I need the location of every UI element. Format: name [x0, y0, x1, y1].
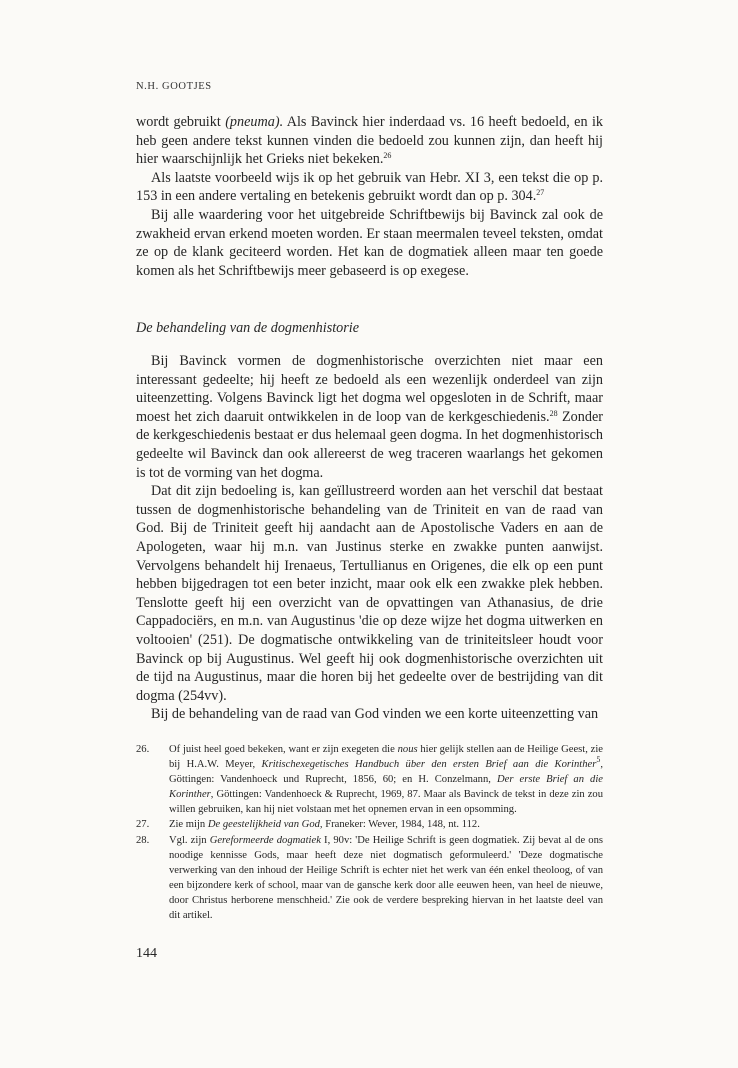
section-heading: De behandeling van de dogmenhistorie	[136, 320, 360, 336]
paragraph: Bij Bavinck vormen de dogmenhistorische overzichten niet maar een interessant gedeelte; hij heeft ze bedoeld als een wezenlijk onderdeel van zijn uiteenzetting. Volgens Bavinck ligt het dogma wel opgesloten in de Schrift, maar moest het zich daaruit ontwikkelen in de loop van de kerkgeschiedenis.$^{28}$ Zonder de kerkgeschiedenis bestaat er dus helemaal geen dogma. In het dogmenhistorisch gedeelte wil Bavinck dan ook allereerst de weg traceren waarlangs het gekomen is tot de vorming van het dogma.	[136, 353, 603, 481]
footnote-ref: 26	[383, 151, 392, 161]
paragraph: Bij alle waardering voor het uitgebreide Schriftbewijs bij Bavinck zal ook de zwakheid ervan erkend moeten worden. Er staan meermalen teveel teksten, omdat ze op de klank geciteerd worden. Het kan de dogmatiek alleen maar ten goede komen als het Schriftbewijs meer gebaseerd is op exegese.	[136, 206, 603, 279]
footnotes	[136, 742, 603, 923]
footnote	[136, 833, 603, 924]
footnote-text: Of juist heel goed bekeken, want er zijn exegeten die nous hier gelijk stellen aan de Heilige Geest, zie bij H.A.W. Meyer, Kritischexegetisches Handbuch über den ersten Brief aan die Korinther$^5$, Göttingen: Vandenhoeck und Ruprecht, 1856, 60; en H. Conzelmann, Der erste Brief an die Korinther, Göttingen: Vandenhoeck & Ruprecht, 1969, 87. Maar als Bavinck de tekst in deze zin zou willen gebruiken, kan hij niet volstaan met het opnemen ervan in een opsomming.	[169, 744, 604, 816]
paragraph: Dat dit zijn bedoeling is, kan geïllustreerd worden aan het verschil dat bestaat tussen de dogmenhistorische behandeling van de Triniteit en van de raad van God. Bij de Triniteit geeft hij aandacht aan de Apostolische Vaders en aan de Apologeten, waar hij m.n. van Justinus sterke en zwakke punten aanwijst. Vervolgens behandelt hij Irenaeus, Tertullianus en Origenes, die elk op een punt hebben bijgedragen tot een beter inzicht, maar ook elk een zwakke plek hebben. Tenslotte geeft hij een overzicht van de opvattingen van Athanasius, de drie Cappadociërs, en m.n. van Augustinus 'die op deze wijze het dogma uitwerken en voltooien' (251). De dogmatische ontwikkeling van de triniteitsleer houdt voor Bavinck op bij Augustinus. Wel geeft hij ook dogmenhistorische overzichten uit de tijd na Augustinus, maar die horen bij het gedeelte over de bestrijding van dit dogma (254vv).	[136, 483, 603, 704]
footnote-ref: 27	[536, 188, 545, 198]
paragraph: wordt gebruikt (pneuma). Als Bavinck hier inderdaad vs. 16 heeft bedoeld, en ik heb geen andere tekst kunnen vinden die bedoeld zou kunnen zijn, dan heeft hij hier waarschijnlijk het Grieks niet bekeken.$^{26}$	[136, 114, 603, 168]
page-number: 144	[136, 946, 157, 961]
footnote-ref: 28	[549, 408, 558, 418]
footnote-text: Zie mijn De geestelijkheid van God, Franeker: Wever, 1984, 148, nt. 112.	[169, 819, 480, 831]
footnote-number: 28.	[136, 834, 150, 846]
footnote-number: 27.	[136, 819, 150, 831]
footnote	[136, 817, 603, 832]
footnote-text: Vgl. zijn Gereformeerde dogmatiek I, 90v: 'De Heilige Schrift is geen dogmatiek. Zij bevat al de ons noodige kennisse Gods, maar heeft deze niet dogmatisch geformuleerd.' 'Deze dogmatische verwerking van den inhoud der Heilige Schrift is echter niet het werk van één enkel theoloog, of van een bijzondere kerk of school, maar van de gansche kerk door alle eeuwen heen, van heel de nieuwe, door Christus herborene menschheid.' Zie ook de verdere bespreking hiervan in het laatste deel van dit artikel.	[169, 834, 603, 922]
paragraph: Bij de behandeling van de raad van God vinden we een korte uiteenzetting van	[151, 706, 599, 723]
running-head: N.H. GOOTJES	[136, 81, 212, 92]
footnote	[136, 742, 603, 817]
paragraph: Als laatste voorbeeld wijs ik op het gebruik van Hebr. XI 3, een tekst die op p. 153 in een andere vertaling en betekenis gebruikt wordt dan op p. 304.27	[136, 169, 603, 205]
body-text-top	[136, 113, 603, 280]
body-text-section	[136, 352, 603, 724]
footnote-number: 26.	[136, 744, 150, 755]
